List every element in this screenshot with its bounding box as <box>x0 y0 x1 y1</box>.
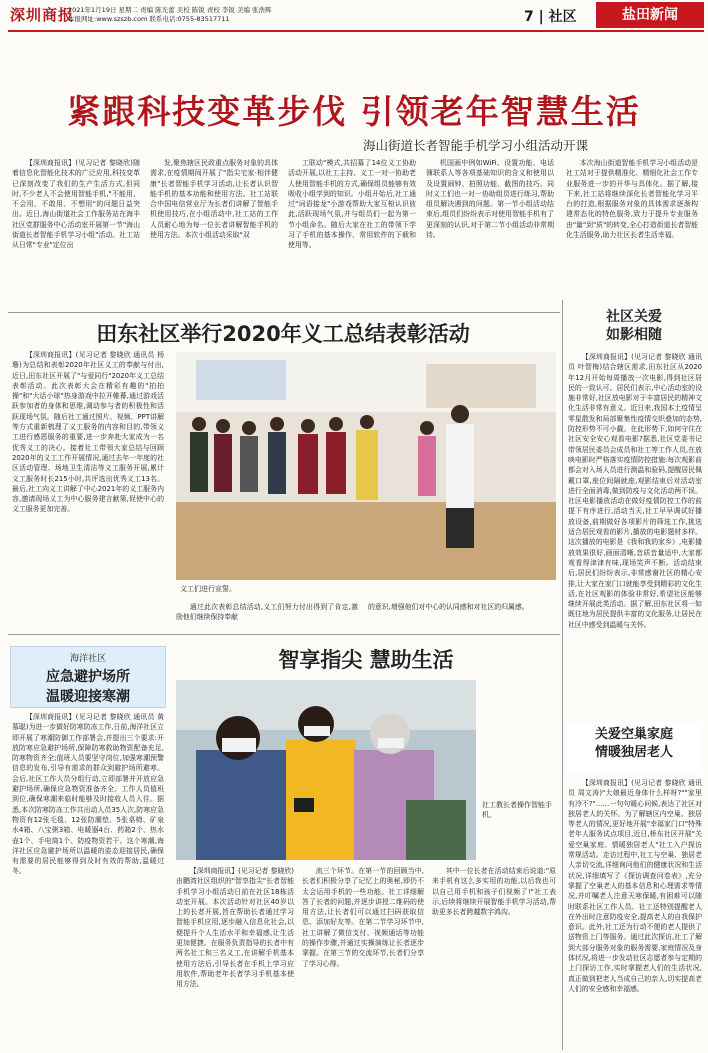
zhixiang-col-2: 流三个环节。在第一节的回顾当中,长者们积极分享了记忆上的奥秘,即仍不太会运用手机的一些功能。社工详细解答了长者的问题,并逐步讲授二维码的使用方法,让长者们可以通过扫码获取信息、添加好友等。在第二节学习环节中,社工讲解了微信支付、视频通话等功能的操作步骤,并通过实操演练让长者逐步掌握。在第三节的交流环节,长者们分享了学习心得。 <box>302 867 424 968</box>
tiandong-title: 田东社区举行2020年义工总结表彰活动 <box>96 322 470 346</box>
divider <box>8 312 560 313</box>
section-logo: 盐田新闻 <box>596 2 704 28</box>
lead-subhead: 海山街道长者智能手机学习小组活动开课 <box>362 138 588 153</box>
issue-info <box>68 6 272 24</box>
zhixiang-title: 智享指尖 慧助生活 <box>278 648 454 672</box>
seniors-phone-photo-graphic <box>176 680 476 860</box>
lead-col-2: 发,聚焦辖区民政重点服务对象的具体需求,在疫情期间开展了"指尖宅家·相伴健康"长者智能手机学习活动,让长者认识智能手机的基本功能和使用方法。社工站联合中国电信营业厅为长者们讲解了智能手机使用技巧,在小组活动中,社工站的工作人员耐心地为每一位长者讲解智能手机的使用方法。本次小组活动采取"双 <box>150 159 278 240</box>
shequ-title <box>566 308 702 344</box>
kongchao-title-line1: 关爱空巢家庭 <box>594 727 673 742</box>
lead-headline: 紧跟科技变革步伐 引领老年智慧生活 <box>67 92 641 131</box>
zhixiang-col-1: 【深圳商报讯】(见习记者 黎晓欣)由鹏湾社区组织的"智享指尖"长者智能手机学习小组活动日前在社区18栋活动室开展。本次活动针对社区40岁以上的长者开展,旨在帮助长者通过学习智能手机应用,逐步融入信息化社会,以便提升个人生活水平和幸福感,让生活更加便捷。在服务负责指导的长者中有两名社工和三名义工,在讲解手机基本使用方法后,引导长者在手机上学习应用软件,帮助老年长者学习手机基本使用方法。 <box>176 867 294 989</box>
haiyang-title-line2: 温暖迎接寒潮 <box>46 689 130 705</box>
haiyang-title-box <box>10 646 166 708</box>
volunteers-photo <box>176 352 556 580</box>
volunteers-photo-caption: 义工们进行宣誓。 <box>180 585 236 593</box>
tiandong-body-continued: 通过此次表彰总结活动,义工们努力付出得到了肯定,激励他们继续保持奉献 <box>176 603 358 622</box>
tiandong-body-end: 的意识,增强他们对中心的认同感和对社区的归属感。 <box>368 603 529 611</box>
right-column-divider <box>562 300 563 1050</box>
tiandong-body: 【深圳商报讯】(见习记者 黎晓欣 通讯员 杨珊)为总结和表彰2020年社区义工的奉献与付出,近日,田东社区开展了"与爱同行"2020年义工总结表彰活动。此次表彰大会在精彩有趣的"拍拍操"和"大话小球"热身游戏中拉开帷幕,通过游戏活跃参加者的身体和思维,调动参与者的积极性和活跃现场气氛。随后社工通过照片、视频、PPT讲解等方式重新梳理了义工服务的内容和目的,带领义工进行感恩服务的重要,进一步奔赴大家成为一名优秀义工的决心。接着社工带领大家总结与回顾2020年的义工工作开展情况,通过去年一年度的社区活动管理、场地卫生清洁等义工服务开展,累计义工服务时长215小时,共评选出优秀义工13名。最后,社工向义工讲解了中心2021年的义工服务内容,邀请现场义工为中心服务建言献策,促使中心的义工服务更加完善。 <box>12 351 164 514</box>
issue-info-line2: 本报网址:www.szszb.com 联系电话:0755-83517711 <box>68 15 230 23</box>
lead-col-3: 工联动"模式,共招募了14位义工协助活动开展,以社工主持、义工一对一协助老人使用智能手机的方式,确保组员能够有效吸收小组学到的知识。小组开始后,社工通过"词语接龙"小游戏帮助大家互相认识彼此,活跃现场气氛,并与组员们一起为第一节小组命名。随后大家在社工的带领下学习了手机的基本操作、常用软件的下载和使用等。 <box>288 159 416 250</box>
haiyang-body: 【深圳商报讯】(见习记者 黎晓欣 通讯员 黄慕聪)为进一步做好防寒防冻工作,日前,海洋社区立即开展了寒潮防御工作部署会,并提出三个要求:开放防寒应急避护场所,保障防寒救助物资配备充足,防寒物资齐全;值班人员要坚守岗位,加强寒潮预警信息的发布,引导有需求的群众到避护场所避寒。会后,社区工作人员分组行动,立即部署并开放应急避护场所,确保应急物资准备齐全、工作人员值班到位,确保寒潮来临时能够及时接收人员入住。据悉,本次防寒防冻工作共出动人员35人次,防寒应急物资有12张毛毯、12张防潮垫、5张桌椅、矿泉水4箱、八宝粥3箱、电暖器4台、药箱2个、热水壶1个、手电筒1个、防疫物资若干。这个寒潮,海洋社区应急避护场所以温暖的姿态迎接居民,确保有需要的居民能够得到及时有效的帮助,温暖过冬。 <box>12 713 164 876</box>
kongchao-title-box <box>566 722 702 772</box>
kongchao-title-line2: 情暖独居老人 <box>594 745 673 760</box>
kongchao-body: 【深圳商报讯】(见习记者 黎晓欣 通讯员 周文涛)"大娘最近身体什么样呀?""家里有冷不?"……一句句暖心问候,表达了社区对独居老人的关怀。为了解辖区内空巢、独居等老人的情况,更好地开展"幸福家门口"特殊老年人服务试点项目,近日,桥东社区开展"关爱空巢家庭、情暖独居老人"社工入户探访常规活动。走访过程中,社工与空巢、独居老人亲切交流,详细询问他们的健康状况和生活状况,详细填写了《探访调查问卷表》,充分掌握了空巢老人的基本信息和心理需求等情况,并叮嘱老人注意天寒保暖,有困难可以随时联系社区工作人员。社工还特别提醒老人在外出时注意防疫安全,提高老人的自我保护意识。此外,社工还为行动不便的老人提供了送物资上门等服务。通过此次探访,社工了解到大部分服务对象的服务需要,家庭情况及身体状况,将进一步发动社区志愿者参与定期的上门探访工作,实时掌握老人们的生活状况,真正做到把老人当成自己的亲人,切实提高老人们的安全感和幸福感。 <box>568 779 702 993</box>
haiyang-tag: 海洋社区 <box>69 654 106 664</box>
masthead: 深圳商报 <box>10 6 75 24</box>
haiyang-title-line1: 应急避护场所 <box>46 669 130 685</box>
shequ-body: 【深圳商报讯】(见习记者 黎晓欣 通讯员 叶智梅)结合辖区需求,田东社区从2020年12月开始每周播放一次电影,得到社区居民的一致认可。居民们表示,中心活动室的设施非常好,社区放电影对于丰富居民的精神文化生活非常有意义。近日来,我国本土疫情呈零星散发和局部聚集性疫情交织叠加的态势,防控形势不可小觑。在此形势下,如何守住在社区安全安心观看电影?据悉,社区党委书记带领居民委员会成员和社工等工作人员,在放映电影时严格落实疫情防控措施:每次观影前都会对入场人员进行测温和验码,提醒居民佩戴口罩,座位间隔就座,观影结束后对活动室进行全面消毒,做到防疫与文化活动两不误。社区电影播放活动在做好疫情防控工作的前提下有序进行,活动当天,社工早早调试好播放设备,前期做好各项影片的筛选工作,挑选适合居民观看的影片,播放的电影题材多样。这次播放的电影是《我和我的家乡》,电影播放效果很好,画面清晰,音质音量适中,大家都观看得津津有味,现场笑声不断。活动结束后,居民们纷纷表示,非常感谢社区的精心安排,让大家在家门口就能享受到精彩的文化生活,在社区观影的体验非常好,希望社区能够继续开展此类活动。据了解,田东社区将一如既往地为居民提供丰富的文化服务,让居民在社区中感受到温暖与关怀。 <box>568 353 702 629</box>
shequ-title-line2: 如影相随 <box>606 327 662 343</box>
lead-col-1: 【深圳商报讯】(见习记者 黎晓欣)随着信息化智能化技术的广泛应用,科技变革已深刻改变了我们的生产生活方式,但同时,不少老人不会使用智能手机,"不能用、不会用、不敢用、不想用"的问题日益突出。近日,海山街道社会工作服务站在海丰社区党群服务中心活动室开展第一节"海山街道长者智能手机学习小组"活动。社工站从日常"专业"定位出 <box>12 159 140 250</box>
issue-info-line1: 2021年1月19日 星期二 责编 陈光蕾 美校 陈锐 责校 李锐 美编 张浩辉 <box>68 6 272 14</box>
zhixiang-col-3: 其中一位长者在活动结束后说道:"原来手机有这么多实用的功能,以后我也可以自己用手机和孩子们视频了!"社工表示,后续将继续开展智能手机学习活动,帮助更多长者跨越数字鸿沟。 <box>432 867 556 917</box>
volunteers-photo-graphic <box>176 352 556 580</box>
lead-col-5: 本次海山街道智能手机学习小组活动是社工站对于提供精准化、精细化社会工作专业服务进一步的开华与具体化。据了解,接下来,社工站将继续深化长者智能化学习平台的打造,根据服务对象的具体需求逐渐构建常态化的特色服务,致力于提升专业服务由"量"到"质"的转变,全心打造街道长者智能化生活服务,助力社区长者生活幸福。 <box>566 159 698 240</box>
shequ-title-line1: 社区关爱 <box>606 309 662 325</box>
header-rule <box>8 30 704 32</box>
lead-col-4: 机国画中例如WiFi、设置功能、电话簿联系人等各项基础知识的含义和使用以及设置闹钟、拍照功能、截图的技巧。同时义工们也一对一协助组员进行练习,帮助组员解决遇到的问题。第一节小组活动结束后,组员们纷纷表示对使用智能手机有了更深刻的认识,对于第二节小组活动非常期待。 <box>426 159 554 240</box>
seniors-phone-photo-caption: 社工教长者操作智能手机。 <box>482 801 552 819</box>
seniors-phone-photo <box>176 680 476 860</box>
divider <box>8 634 560 635</box>
page-label: 7 | 社区 <box>524 9 577 25</box>
